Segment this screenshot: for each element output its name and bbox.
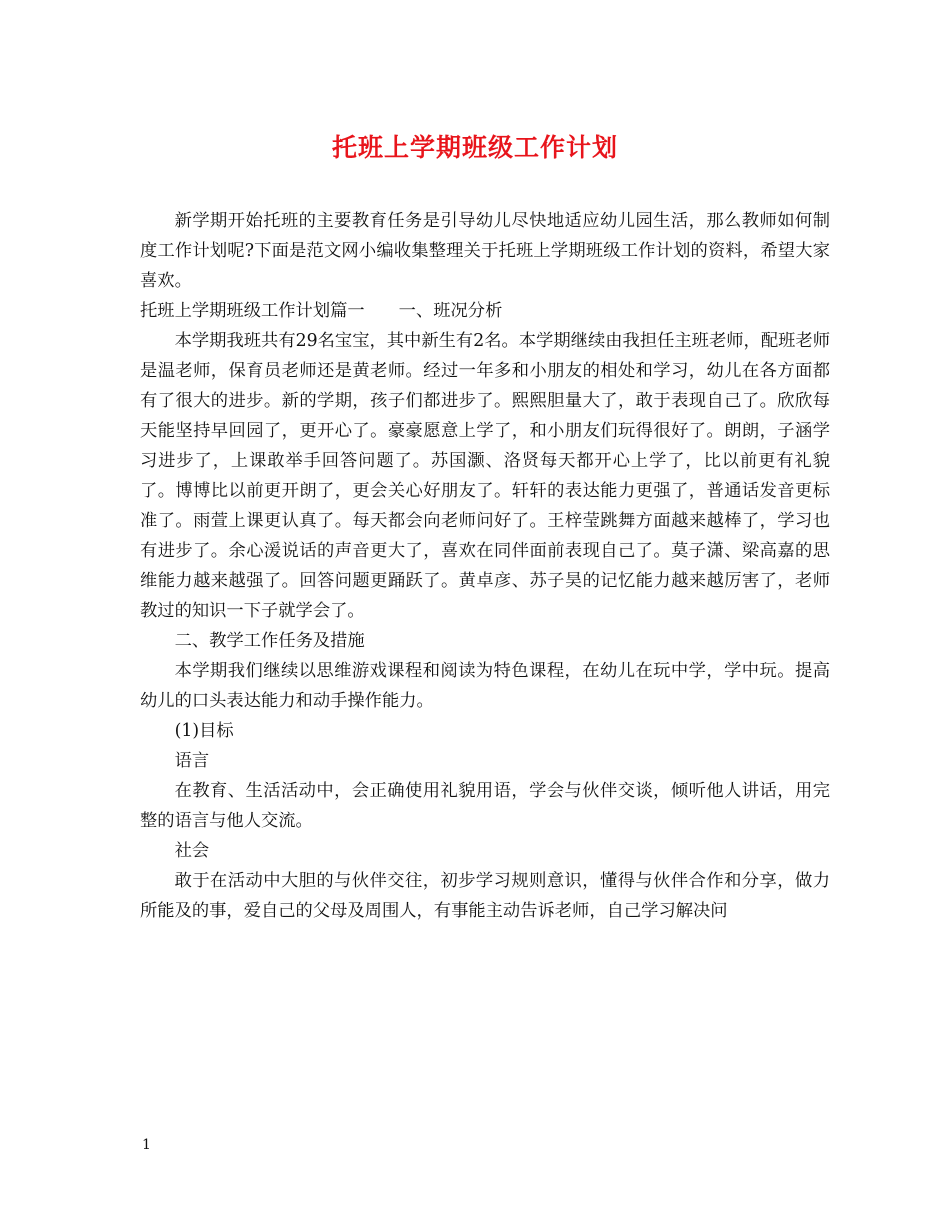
paragraph-section-heading — [140, 296, 830, 326]
paragraph-heading-tasks: 二、教学工作任务及措施 — [174, 631, 365, 651]
page-number: 1 — [142, 1137, 151, 1153]
paragraph-intro: 新学期开始托班的主要教育任务是引导幼儿尽快地适应幼儿园生活，那么教师如何制度工作计划呢?下面是范文网小编收集整理关于托班上学期班级工作计划的资料，希望大家喜欢。 — [140, 211, 830, 291]
paragraph-class-analysis: 本学期我班共有29名宝宝，其中新生有2名。本学期继续由我担任主班老师，配班老师是温老师，保育员老师还是黄老师。经过一年多和小朋友的相处和学习，幼儿在各方面都有了很大的进步。新的学期，孩子们都进步了。熙熙胆量大了，敢于表现自己了。欣欣每天能坚持早回园了，更开心了。豪豪愿意上学了，和小朋友们玩得很好了。朗朗，子涵学习进步了，上课敢举手回答问题了。苏国灏、洛贤每天都开心上学了，比以前更有礼貌了。博博比以前更开朗了，更会关心好朋友了。轩轩的表达能力更强了，普通话发音更标准了。雨萱上课更认真了。每天都会向老师问好了。王梓莹跳舞方面越来越棒了，学习也有进步了。余心湲说话的声音更大了，喜欢在同伴面前表现自己了。莫子潇、梁高嘉的思维能力越来越强了。回答问题更踊跃了。黄卓彦、苏子昊的记忆能力越来越厉害了，老师教过的知识一下子就学会了。 — [140, 331, 830, 621]
section-heading: 一、班况分析 — [398, 301, 503, 321]
paragraph-language: 在教育、生活活动中，会正确使用礼貌用语，学会与伙伴交谈，倾听他人讲话，用完整的语言与他人交流。 — [140, 781, 830, 831]
document-title: 托班上学期班级工作计划 — [331, 133, 618, 162]
paragraph-language-heading: 语言 — [174, 751, 210, 771]
paragraph-social: 敢于在活动中大胆的与伙伴交往，初步学习规则意识，懂得与伙伴合作和分享，做力所能及的事，爱自己的父母及周围人，有事能主动告诉老师，自己学习解决问 — [140, 871, 830, 921]
paragraph-social-heading: 社会 — [174, 841, 210, 861]
paragraph-goals-heading: (1)目标 — [174, 721, 234, 741]
paragraph-tasks: 本学期我们继续以思维游戏课程和阅读为特色课程，在幼儿在玩中学，学中玩。提高幼儿的口头表达能力和动手操作能力。 — [140, 661, 830, 711]
article-heading: 托班上学期班级工作计划篇一 — [140, 301, 365, 321]
document-body — [140, 206, 830, 926]
